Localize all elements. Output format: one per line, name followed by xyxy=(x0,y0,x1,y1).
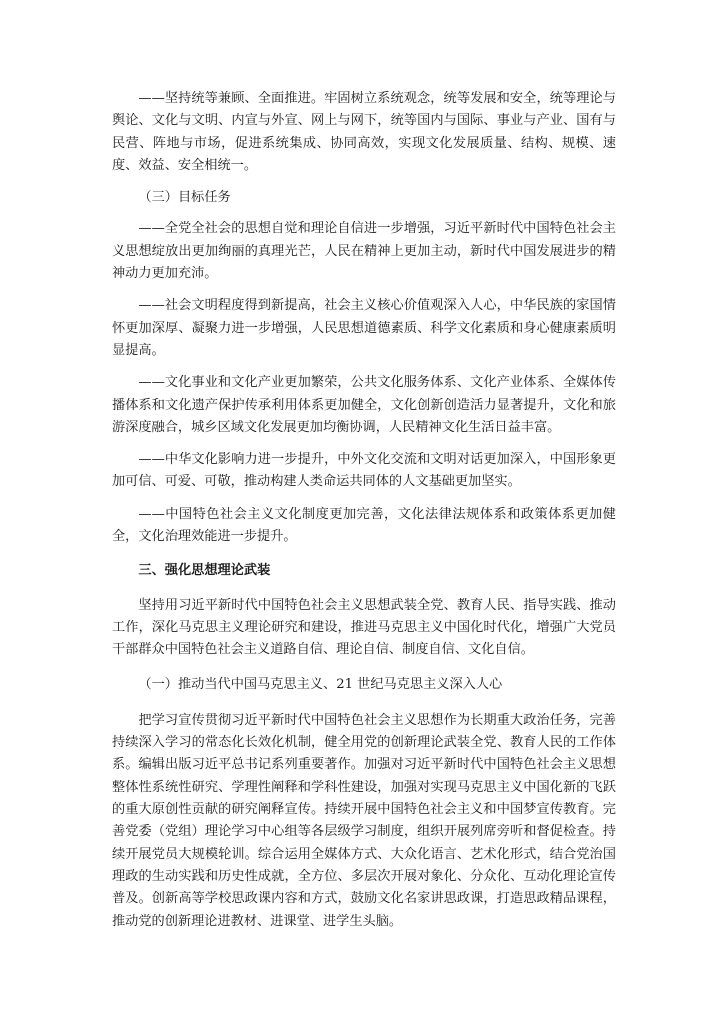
heading-marxism: （一）推动当代中国马克思主义、21 世纪马克思主义深入人心 xyxy=(138,676,503,692)
paragraph-theory-intro: 坚持用习近平新时代中国特色社会主义思想武装全党、教育人民、指导实践、推动工作，深化马克思主义理论研究和建设，推进马克思主义中国化时代化，增强广大党员干部群众中国特色社会主义道路自信、理论自信、制度自信、文化自信。 xyxy=(112,597,616,658)
document-page xyxy=(112,88,616,933)
paragraph-goal-influence: ——中华文化影响力进一步提升，中外文化交流和文明对话更加深入，中国形象更加可信、可爱、可敬，推动构建人类命运共同体的人文基础更加坚实。 xyxy=(112,452,616,490)
paragraph-goal-institution: ——中国特色社会主义文化制度更加完善，文化法律法规体系和政策体系更加健全，文化治理效能进一步提升。 xyxy=(112,506,616,545)
heading-goals: （三）目标任务 xyxy=(138,190,231,206)
paragraph-goal-culture-industry: ——文化事业和文化产业更加繁荣，公共文化服务体系、文化产业体系、全媒体传播体系和文化遗产保护传承利用体系更加健全，文化创新创造活力显著提升，文化和旅游深度融合，城乡区域文化发展更加均衡协调，人民精神文化生活日益丰富。 xyxy=(112,375,616,435)
paragraph-goal-theory: ——全党全社会的思想自觉和理论自信进一步增强，习近平新时代中国特色社会主义思想绽放出更加绚丽的真理光芒，人民在精神上更加主动，新时代中国发展进步的精神动力更加充沛。 xyxy=(112,221,616,282)
paragraph-principle: ——坚持统等兼顾、全面推进。牢固树立系统观念，统等发展和安全，统等理论与舆论、文化与文明、内宣与外宣、网上与网下，统等国内与国际、事业与产业、国有与民营、阵地与市场，促进系统集成、协同高效，实现文化发展质量、结构、规模、速度、效益、安全相统一。 xyxy=(112,91,616,173)
paragraph-marxism-body: 把学习宣传贯彻习近平新时代中国特色社会主义思想作为长期重大政治任务，完善持续深入学习的常态化长效化机制，健全用党的创新理论武装全党、教育人民的工作体系。编辑出版习近平总书记系列重要著作。加强对习近平新时代中国特色社会主义思想整体性系统性研究、学理性阐释和学科性建设，加强对实现马克思主义中国化新的飞跃的重大原创性贡献的研究阐释宣传。持续开展中国特色社会主义和中国梦宣传教育。完善党委（党组）理论学习中心组等各层级学习制度，组织开展列席旁听和督促检查。持续开展党员大规模轮训。综合运用全媒体方式、大众化语言、艺术化形式，结合党治国理政的生动实践和历史性成就，全方位、多层次开展对象化、分众化、互动化理论宣传普及。创新高等学校思政课内容和方式，鼓励文化名家讲思政课，打造思政精品课程，推动党的创新理论进教材、进课堂、进学生头脑。 xyxy=(112,712,616,929)
section-heading-theory: 三、强化思想理论武装 xyxy=(138,563,271,579)
paragraph-goal-civilization: ——社会文明程度得到新提高，社会主义核心价值观深入人心，中华民族的家国情怀更加深厚、凝聚力进一步增强，人民思想道德素质、科学文化素质和身心健康素质明显提高。 xyxy=(112,298,616,358)
